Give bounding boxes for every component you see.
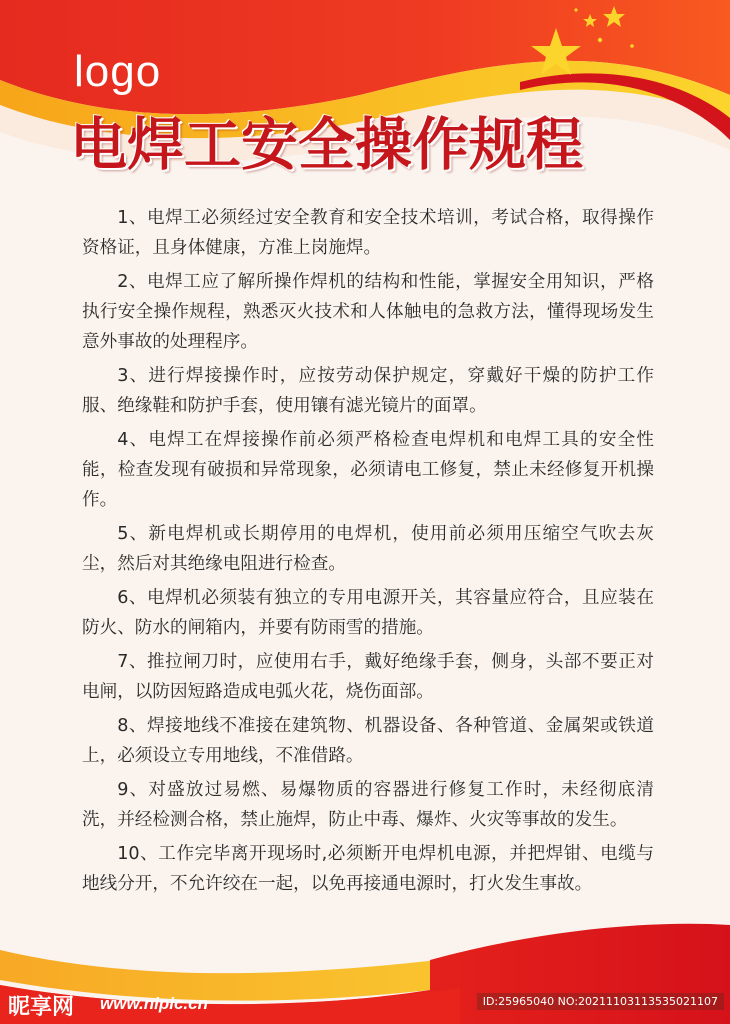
rule-item: 5、新电焊机或长期停用的电焊机，使用前必须用压缩空气吹去灰尘，然后对其绝缘电阻进行检查。 [82,524,654,574]
rule-item: 4、电焊工在焊接操作前必须严格检查电焊机和电焊工具的安全性能，检查发现有破损和异常现象，必须请电工修复，禁止未经修复开机操作。 [82,430,654,510]
poster-title: 电焊工安全操作规程 [70,112,583,178]
rule-item: 3、进行焊接操作时，应按劳动保护规定，穿戴好干燥的防护工作服、绝缘鞋和防护手套，使用镶有滤光镜片的面罩。 [82,366,654,416]
rule-item: 6、电焊机必须装有独立的专用电源开关，其容量应符合，且应装在防火、防水的闸箱内，并要有防雨雪的措施。 [82,588,654,638]
watermark-url: www.nipic.cn [100,994,208,1013]
rule-item: 9、对盛放过易燃、易爆物质的容器进行修复工作时，未经彻底清洗，并经检测合格，禁止施焊，防止中毒、爆炸、火灾等事故的发生。 [82,780,654,830]
logo-text: logo [74,47,162,96]
rule-item: 2、电焊工应了解所操作焊机的结构和性能，掌握安全用知识，严格执行安全操作规程，熟悉灭火技术和人体触电的急救方法，懂得现场发生意外事故的处理程序。 [82,272,654,352]
rule-item: 8、焊接地线不准接在建筑物、机器设备、各种管道、金属架或铁道上，必须设立专用地线，不准借路。 [82,716,654,766]
rule-item: 1、电焊工必须经过安全教育和安全技术培训，考试合格，取得操作资格证，且身体健康，方准上岗施焊。 [82,208,654,258]
watermark-brand: 昵享网 [8,995,75,1020]
rule-item: 7、推拉闸刀时，应使用右手，戴好绝缘手套，侧身，头部不要正对电闸，以防因短路造成电弧火花，烧伤面部。 [82,652,654,702]
watermark-id: ID:25965040 NO:20211103113535021107 [477,993,724,1010]
rule-item: 10、工作完毕离开现场时,必须断开电焊机电源，并把焊钳、电缆与地线分开，不允许绞在一起，以免再接通电源时，打火发生事故。 [82,844,654,894]
rules-list [82,203,654,903]
